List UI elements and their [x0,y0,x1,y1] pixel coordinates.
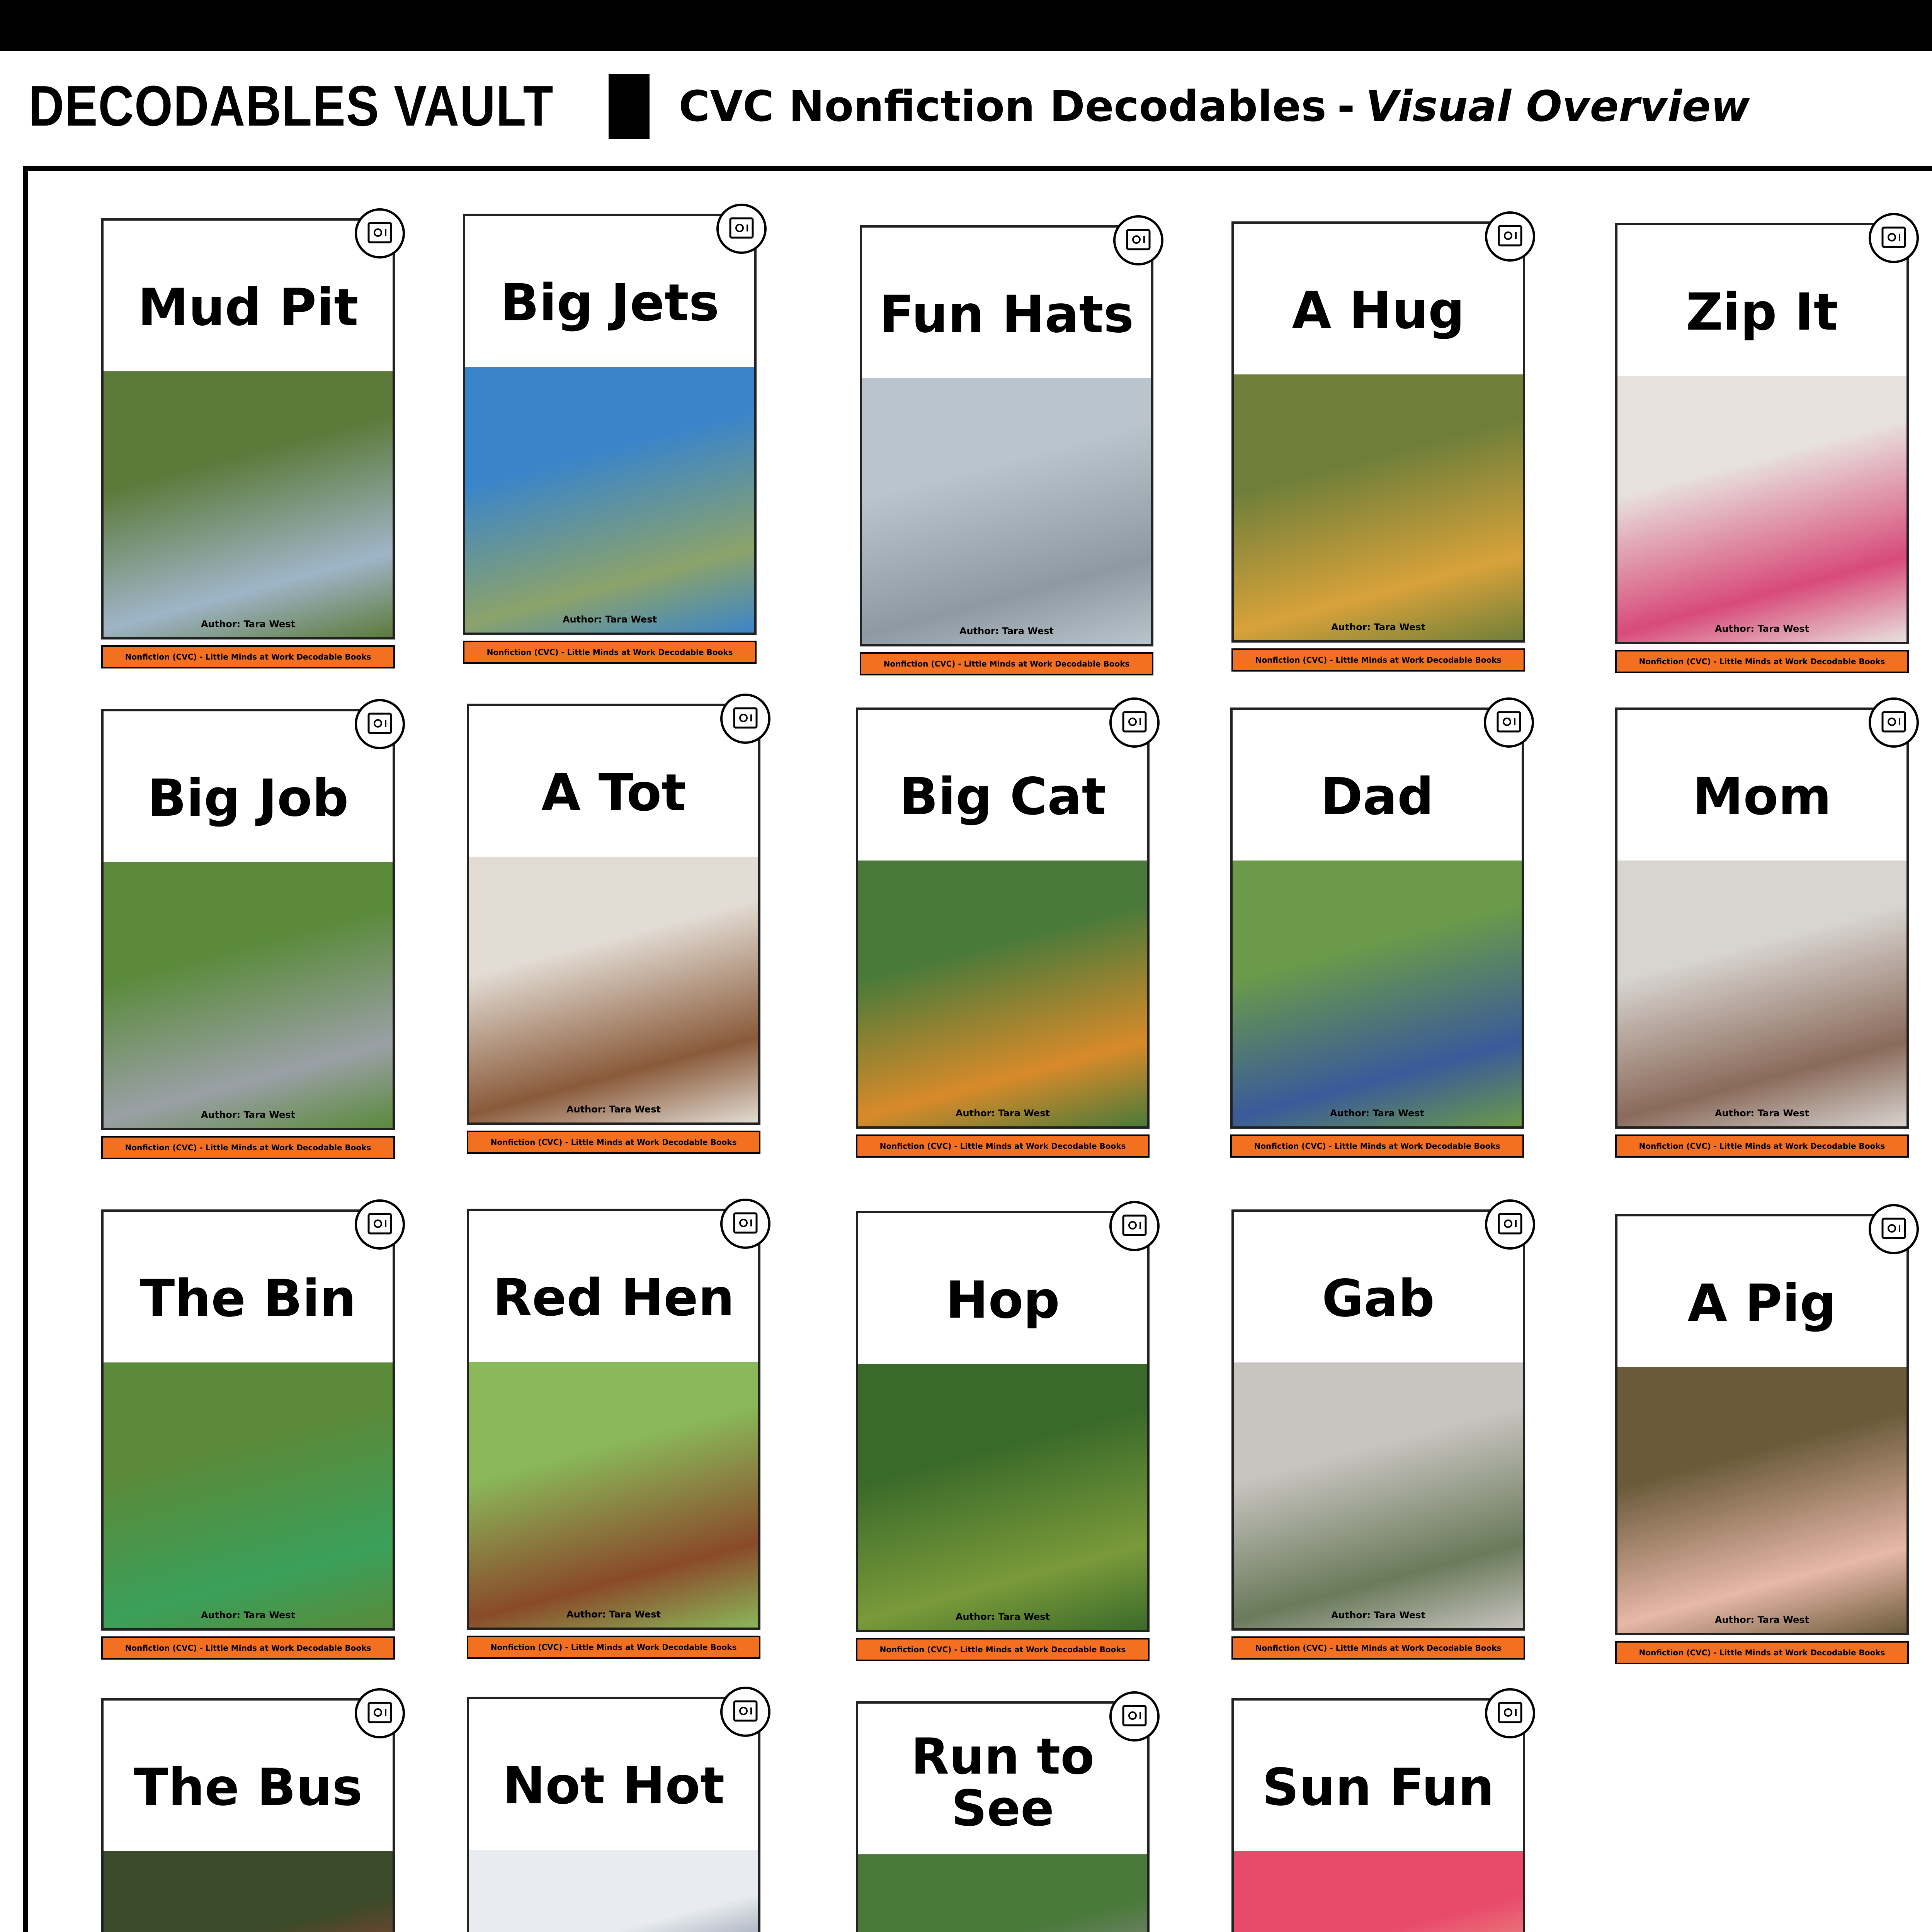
vault-icon [1109,1201,1160,1251]
vault-icon [1869,1204,1919,1254]
book-title: The Bin [140,1269,356,1328]
subtitle-italic: Visual Overview [1366,82,1750,131]
book-author: Author: Tara West [1331,622,1425,633]
vault-icon [1869,697,1919,748]
book-card[interactable] [1231,1209,1525,1665]
book-author: Author: Tara West [201,1109,295,1120]
book-card[interactable] [467,704,760,1160]
vault-icon [716,204,767,254]
book-card[interactable] [1615,223,1909,679]
book-card[interactable] [101,709,395,1165]
book-photo [858,861,1147,1127]
book-cover [856,1701,1150,1932]
book-card[interactable] [467,1209,760,1665]
book-photo [1617,376,1906,643]
book-footer-label: Nonfiction (CVC) - Little Minds at Work Decodable Books [1615,1641,1909,1664]
page-header [29,68,1750,145]
book-cover [467,704,760,1125]
book-footer-label: Nonfiction (CVC) - Little Minds at Work Decodable Books [101,645,395,668]
book-cover [467,1209,760,1630]
book-footer-label: Nonfiction (CVC) - Little Minds at Work Decodable Books [1230,1134,1524,1158]
book-card[interactable] [101,1698,395,1932]
book-author: Author: Tara West [955,1108,1050,1119]
vault-icon [1485,1199,1535,1250]
book-card[interactable] [1615,1214,1909,1670]
book-title: A Tot [541,763,686,823]
book-title: Not Hot [502,1756,725,1816]
book-title: Big Cat [899,767,1106,827]
vault-icon [1109,1691,1160,1742]
book-title: The Bus [133,1757,363,1817]
book-photo [1234,1362,1523,1629]
book-footer-label: Nonfiction (CVC) - Little Minds at Work Decodable Books [1615,650,1909,673]
book-photo [104,1362,393,1629]
book-title: Zip It [1686,282,1838,342]
book-cover [101,218,395,639]
book-author: Author: Tara West [201,619,295,629]
page-subtitle: CVC Nonfiction Decodables [679,82,1327,131]
vault-icon [1485,211,1535,262]
book-photo [469,1362,758,1628]
book-author: Author: Tara West [566,1104,661,1115]
vault-icon [1869,213,1919,263]
vault-icon [720,694,770,744]
book-footer-label: Nonfiction (CVC) - Little Minds at Work Decodable Books [1615,1134,1909,1158]
book-footer-label: Nonfiction (CVC) - Little Minds at Work Decodable Books [101,1136,395,1159]
book-card[interactable] [101,1209,395,1665]
book-title: Hop [946,1270,1060,1330]
book-cover [101,1209,395,1631]
book-footer-label: Nonfiction (CVC) - Little Minds at Work Decodable Books [467,1636,760,1659]
book-footer-label: Nonfiction (CVC) - Little Minds at Work Decodable Books [463,641,757,664]
book-author: Author: Tara West [959,626,1054,636]
book-author: Author: Tara West [201,1610,295,1621]
book-author: Author: Tara West [566,1609,661,1620]
vault-icon [355,1688,405,1738]
book-card[interactable] [101,218,395,674]
book-author: Author: Tara West [562,614,657,625]
subtitle-separator: - [1337,82,1355,131]
book-photo [469,1850,758,1932]
book-card[interactable] [856,1701,1150,1932]
book-title: Run to See [911,1728,1095,1837]
book-title: Big Jets [500,273,719,333]
top-black-bar [0,0,1932,51]
book-footer-label: Nonfiction (CVC) - Little Minds at Work Decodable Books [1231,648,1525,672]
book-photo [1617,861,1906,1127]
book-card[interactable] [860,225,1153,681]
vault-icon [355,208,405,259]
book-card[interactable] [1615,707,1909,1163]
book-card[interactable] [1230,707,1524,1163]
vault-icon [1484,697,1534,748]
book-footer-label: Nonfiction (CVC) - Little Minds at Work Decodable Books [467,1131,760,1154]
book-photo [858,1854,1147,1932]
book-cover [860,225,1153,646]
book-photo [1234,374,1523,641]
book-card[interactable] [1231,1698,1525,1932]
book-cover [1615,707,1909,1129]
book-cover [1231,1209,1525,1631]
vault-icon [720,1199,770,1249]
vault-icon [355,1199,405,1250]
book-cover [463,214,757,635]
book-cover [101,709,395,1130]
book-cover [101,1698,395,1932]
book-cover [1615,1214,1909,1635]
brand-title: DECODABLES VAULT [29,74,554,138]
book-footer-label: Nonfiction (CVC) - Little Minds at Work Decodable Books [860,652,1153,675]
book-card[interactable] [467,1697,760,1932]
book-card[interactable] [463,214,757,670]
book-card[interactable] [1231,221,1525,677]
book-title: A Pig [1687,1273,1837,1333]
book-cover [1231,1698,1525,1932]
book-photo [465,367,754,633]
book-author: Author: Tara West [1331,1610,1425,1621]
book-cover [1231,221,1525,643]
book-card[interactable] [856,1211,1150,1667]
book-title: Sun Fun [1262,1757,1495,1817]
book-cover [856,707,1150,1129]
vault-icon [355,699,405,749]
book-card[interactable] [856,707,1150,1163]
vault-icon [1113,215,1163,265]
book-photo [1233,861,1522,1127]
book-photo [469,857,758,1123]
book-cover [856,1211,1150,1632]
book-title: A Hug [1292,281,1465,340]
book-footer-label: Nonfiction (CVC) - Little Minds at Work Decodable Books [856,1638,1150,1661]
book-cover [1230,707,1524,1129]
book-footer-label: Nonfiction (CVC) - Little Minds at Work Decodable Books [856,1134,1150,1158]
book-footer-label: Nonfiction (CVC) - Little Minds at Work Decodable Books [1231,1636,1525,1660]
book-cover [1615,223,1909,644]
vault-icon [720,1687,770,1737]
book-title: Mom [1692,767,1832,827]
book-photo [104,862,393,1129]
book-title: Dad [1320,767,1434,827]
brand-divider-block [609,74,650,139]
book-photo [1234,1851,1523,1932]
book-author: Author: Tara West [1714,1108,1809,1119]
book-title: Mud Pit [138,277,359,337]
book-photo [104,371,393,638]
vault-icon [1109,697,1160,748]
book-title: Gab [1322,1269,1435,1328]
book-author: Author: Tara West [1714,623,1809,634]
book-author: Author: Tara West [1330,1108,1424,1119]
book-title: Big Job [147,768,349,828]
book-footer-label: Nonfiction (CVC) - Little Minds at Work Decodable Books [101,1636,395,1660]
vault-icon [1485,1688,1535,1738]
book-cover [467,1697,760,1932]
book-title: Red Hen [493,1268,735,1328]
book-photo [858,1364,1147,1631]
book-title: Fun Hats [879,284,1134,344]
book-author: Author: Tara West [1714,1614,1809,1625]
book-photo [862,378,1151,645]
book-photo [1617,1367,1906,1634]
book-author: Author: Tara West [955,1611,1050,1622]
book-photo [104,1851,393,1932]
